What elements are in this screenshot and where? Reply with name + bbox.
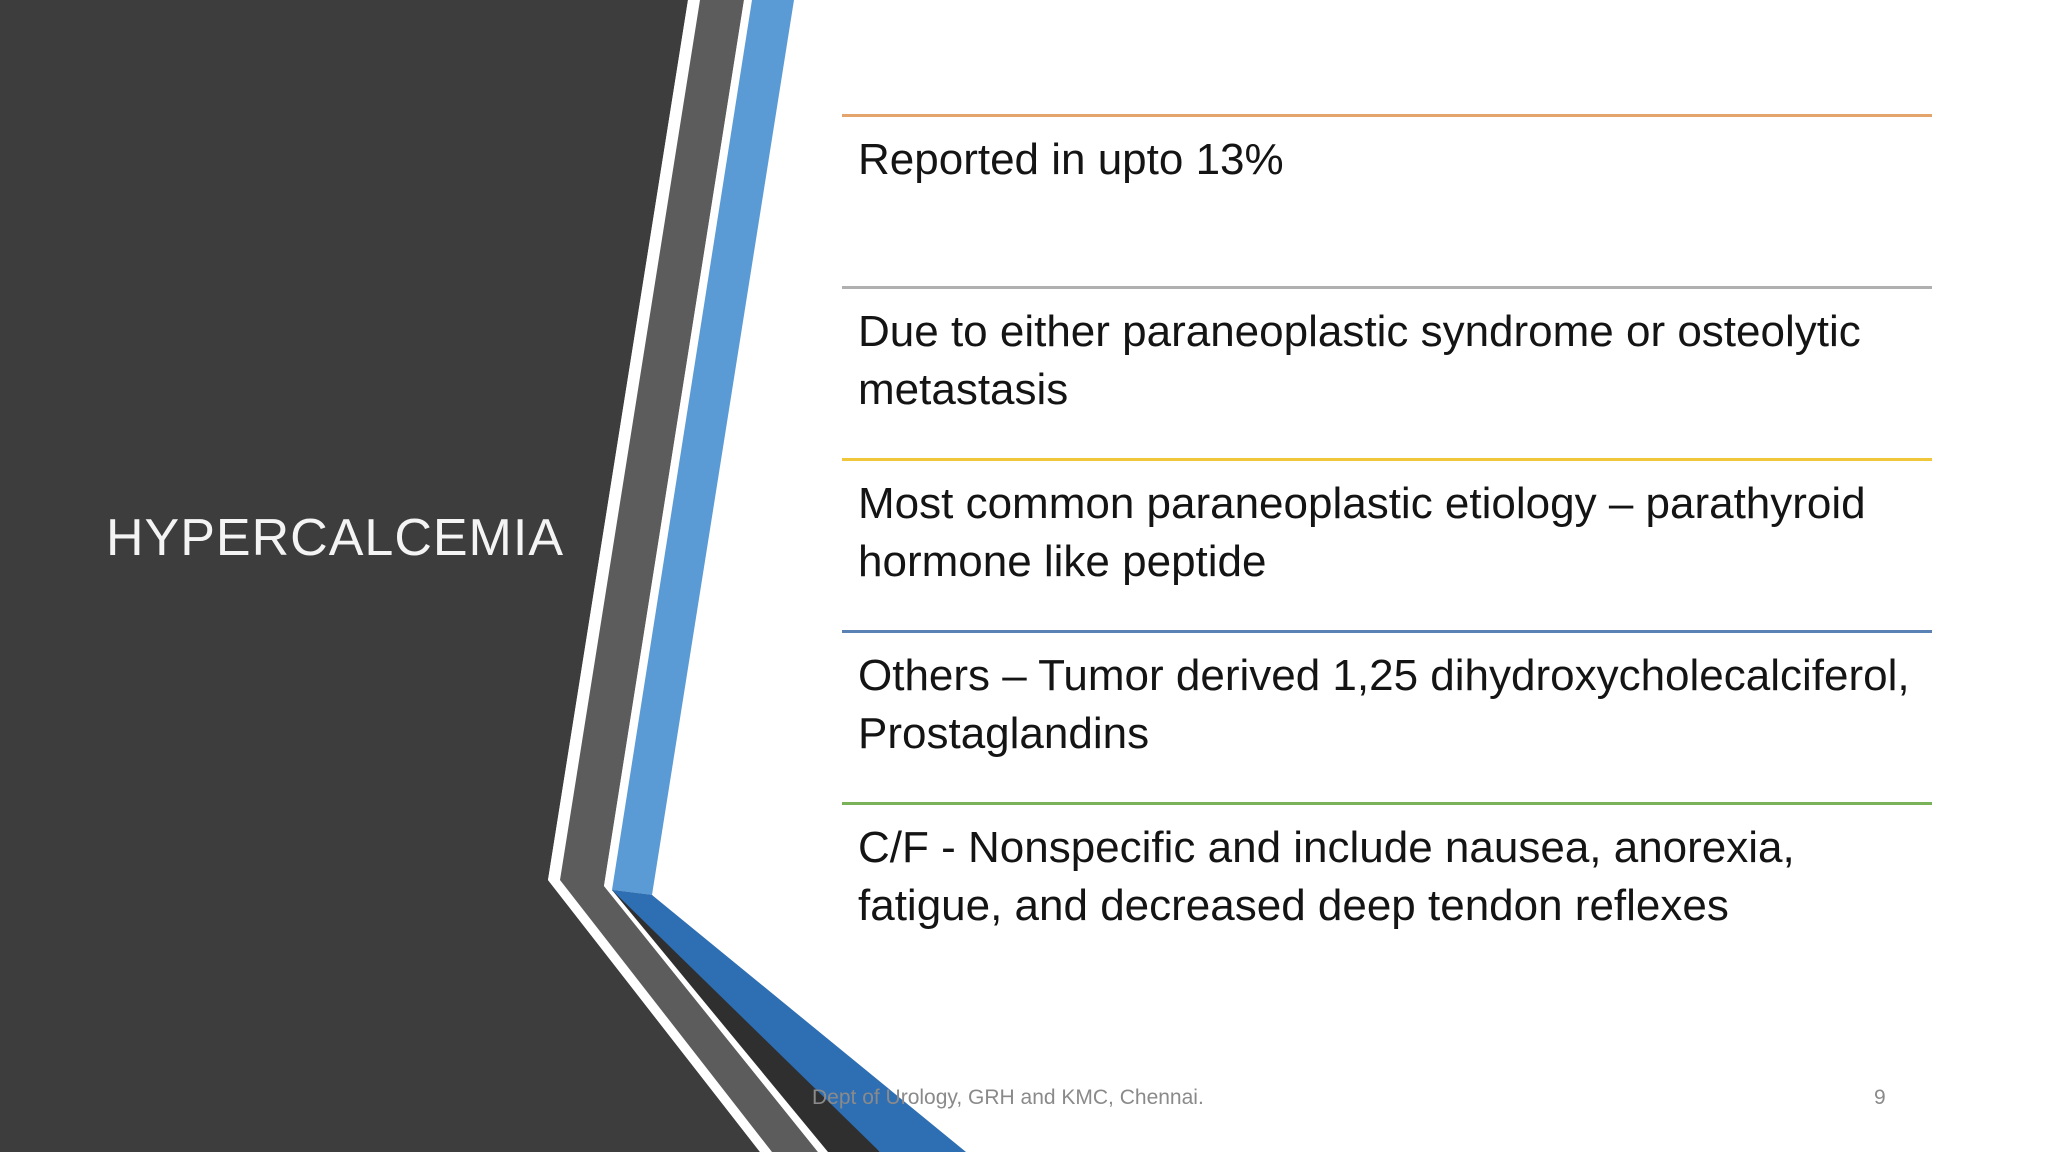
bullet-text: Others – Tumor derived 1,25 dihydroxycholecalciferol, Prostaglandins xyxy=(858,651,1910,758)
bullet-text: Most common paraneoplastic etiology – parathyroid hormone like peptide xyxy=(858,479,1866,586)
bullet-item xyxy=(842,114,1932,286)
bullet-item xyxy=(842,630,1932,802)
bullet-text: Reported in upto 13% xyxy=(858,135,1284,184)
bullet-item xyxy=(842,458,1932,630)
bullet-item xyxy=(842,802,1932,974)
page-number: 9 xyxy=(1874,1086,1886,1109)
slide-title: HYPERCALCEMIA xyxy=(106,509,564,567)
footer-text: Dept of Urology, GRH and KMC, Chennai. xyxy=(812,1086,1204,1109)
bullet-text: Due to either paraneoplastic syndrome or osteolytic metastasis xyxy=(858,307,1861,414)
bullet-text: C/F - Nonspecific and include nausea, anorexia, fatigue, and decreased deep tendon reflexes xyxy=(858,823,1795,930)
bullet-item xyxy=(842,286,1932,458)
bullet-list xyxy=(842,114,1932,974)
